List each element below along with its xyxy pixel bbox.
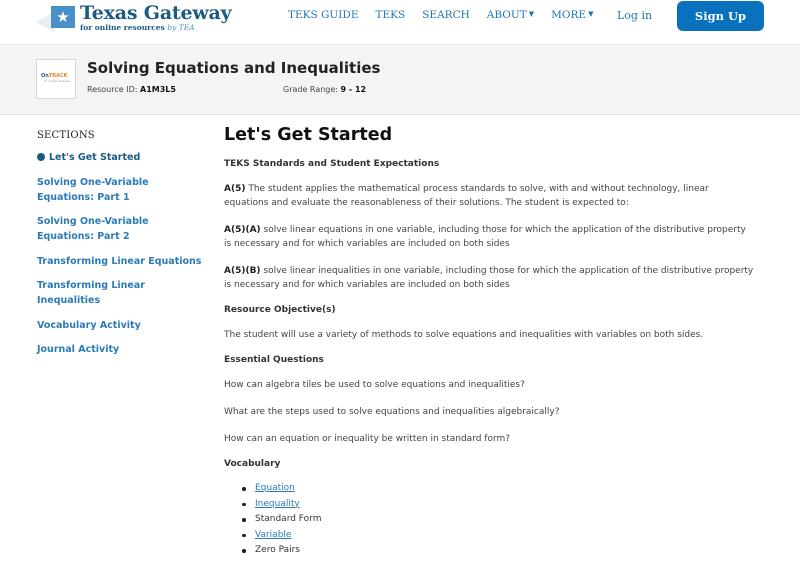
standard-code: A(5)(A) — [224, 225, 261, 235]
nav-links — [288, 9, 610, 21]
vocab-term-zero-pairs: Zero Pairs — [255, 545, 300, 555]
standard-text: solve linear equations in one variable, including those for which the application of the distributive property is necessary and for which variables are included on both sides — [224, 225, 746, 249]
vocab-item — [242, 497, 754, 513]
nav-label: MORE — [551, 9, 587, 21]
essential-question: How can algebra tiles be used to solve equations and inequalities? — [224, 380, 525, 390]
vocab-item — [242, 528, 754, 544]
nav-search[interactable] — [422, 9, 470, 21]
nav-label: TEKS — [375, 9, 406, 21]
sidebar-item-label: Let's Get Started — [49, 152, 141, 163]
essential-question: What are the steps used to solve equations and inequalities algebraically? — [224, 407, 560, 417]
vocab-item — [242, 512, 754, 528]
sidebar-item-label: Transforming Linear Equations — [37, 255, 202, 267]
sidebar-item-transforming-equations[interactable] — [37, 254, 212, 269]
ontrack-logo-text — [41, 73, 68, 79]
caret-down-icon: ▼ — [528, 10, 535, 18]
nav-teks-guide[interactable] — [288, 9, 359, 21]
ontrack-on: On — [41, 73, 49, 79]
vocab-item — [242, 481, 754, 497]
logo-subtitle-text: for online resources — [80, 23, 165, 32]
questions-heading: Essential Questions — [224, 355, 324, 365]
standard-a5 — [224, 182, 754, 210]
resource-id — [87, 85, 176, 94]
vocab-item — [242, 543, 754, 559]
ontrack-track: TRACK — [48, 73, 68, 79]
resource-id-label: Resource ID: — [87, 85, 138, 94]
standard-code: A(5) — [224, 184, 246, 194]
vocab-term-standard-form: Standard Form — [255, 514, 322, 524]
vocabulary-list — [242, 481, 754, 559]
sidebar-item-vocabulary-activity[interactable] — [37, 318, 212, 333]
caret-down-icon: ▼ — [588, 10, 594, 18]
logo-subtitle — [80, 23, 195, 32]
resource-banner — [0, 44, 800, 115]
grade-range-label: Grade Range: — [283, 85, 338, 94]
standard-a5a — [224, 223, 754, 251]
grade-range — [283, 85, 366, 94]
nav-label: ABOUT — [486, 9, 527, 21]
standard-text: The student applies the mathematical process standards to solve, with and without technology, linear equations and evaluate the reasonableness of their solutions. The student is expected to: — [224, 184, 709, 208]
sections-heading: SECTIONS — [37, 130, 95, 141]
sidebar-item-label: Transforming Linear Inequalities — [37, 280, 145, 306]
nav-teks[interactable] — [376, 9, 406, 21]
main-content — [224, 125, 754, 559]
login-link[interactable]: Log in — [617, 9, 653, 22]
grade-range-value: 9 - 12 — [340, 85, 367, 94]
sidebar-item-label: Journal Activity — [37, 344, 120, 355]
objective-heading: Resource Objective(s) — [224, 305, 336, 315]
section-title: Let's Get Started — [224, 125, 393, 145]
sections-sidebar — [37, 130, 212, 367]
active-dot-icon — [37, 153, 45, 161]
resource-id-value: A1M3L5 — [140, 85, 176, 94]
objective-text: The student will use a variety of methods to solve equations and inequalities with variables on both sides. — [224, 330, 704, 340]
nav-label: SEARCH — [422, 9, 470, 21]
nav-about[interactable] — [487, 9, 534, 21]
ontrack-tagline: for college readiness — [44, 80, 71, 83]
sidebar-item-transforming-inequalities[interactable] — [37, 278, 157, 308]
standard-code: A(5)(B) — [224, 266, 261, 276]
vocabulary-heading: Vocabulary — [224, 459, 281, 469]
sidebar-item-journal-activity[interactable] — [37, 342, 212, 357]
sidebar-item-label: Vocabulary Activity — [37, 319, 141, 331]
sidebar-item-lets-get-started[interactable] — [37, 150, 212, 165]
top-navigation — [0, 0, 800, 44]
resource-title: Solving Equations and Inequalities — [87, 59, 381, 77]
standard-text: solve linear inequalities in one variable, including those for which the application of the distributive property is necessary and for which variables are included on both sides — [224, 266, 754, 290]
vocab-link-equation[interactable]: Equation — [255, 483, 295, 493]
star-icon: ★ — [51, 6, 75, 28]
sidebar-item-solving-part-2[interactable] — [37, 214, 205, 244]
vocab-link-inequality[interactable]: Inequality — [255, 498, 300, 509]
texas-gateway-logo[interactable] — [36, 2, 236, 32]
ontrack-logo — [36, 59, 76, 99]
nav-more[interactable] — [551, 9, 593, 21]
standard-a5b — [224, 264, 754, 292]
nav-label: TEKS GUIDE — [288, 9, 359, 21]
sidebar-item-label: Solving One-Variable Equations: Part 1 — [37, 176, 149, 203]
logo-title: Texas Gateway — [80, 2, 232, 24]
sidebar-item-solving-part-1[interactable] — [37, 175, 205, 205]
essential-question: How can an equation or inequality be written in standard form? — [224, 434, 511, 444]
teks-heading: TEKS Standards and Student Expectations — [224, 159, 440, 169]
signup-button[interactable]: Sign Up — [677, 1, 764, 31]
sidebar-item-label: Solving One-Variable Equations: Part 2 — [37, 216, 149, 242]
logo-by-tea: by TEA — [167, 23, 195, 32]
vocab-link-variable[interactable]: Variable — [255, 529, 292, 540]
